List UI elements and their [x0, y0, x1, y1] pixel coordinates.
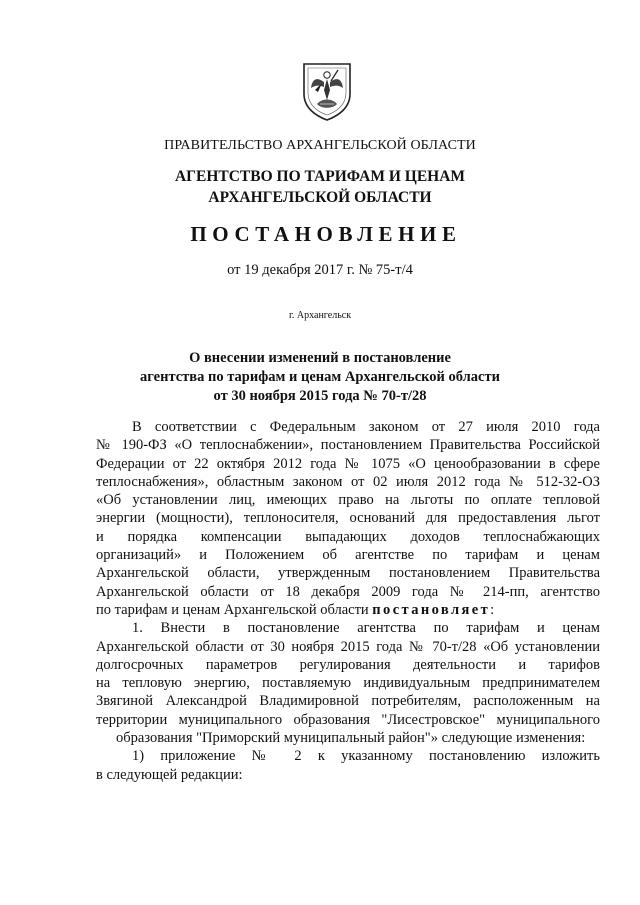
document-date-number: от 19 декабря 2017 г. № 75-т/4: [227, 262, 413, 278]
body-line: и порядка компенсации выпадающих доходов теплоснабжающих: [96, 528, 600, 545]
body-line: Архангельской области, утвержденным постановлением Правительства: [96, 565, 600, 582]
body-text: :: [490, 601, 495, 618]
document-subject: [0, 349, 640, 406]
body-line: Архангельской области от 30 ноября 2015 года № 70-т/28 «Об установлении: [96, 638, 600, 655]
agency-title-line2: АРХАНГЕЛЬСКОЙ ОБЛАСТИ: [208, 189, 432, 206]
body-line: на тепловую энергию, поставляемую индивидуальным предпринимателем: [96, 675, 600, 692]
body-line: 1) приложение № 2 к указанному постановлению изложить: [132, 748, 600, 765]
body-line: 1. Внести в постановление агентства по тарифам и ценам: [132, 620, 600, 637]
resolution-keyword: постановляет: [372, 601, 491, 618]
agency-title-line1: АГЕНТСТВО ПО ТАРИФАМ И ЦЕНАМ: [174, 168, 466, 185]
body-line: Звягиной Александрой Владимировной потребителям, расположенным на: [96, 693, 600, 710]
body-line: Федерации от 22 октября 2012 года № 1075 «О ценообразовании в сфере: [96, 455, 600, 472]
body-line: организаций» и Положением об агентстве по тарифам и ценам: [96, 547, 600, 564]
body-line: теплоснабжения», областным законом от 02 июля 2012 года № 512-32-ОЗ: [96, 473, 600, 490]
body-line: [96, 601, 600, 619]
coat-of-arms-emblem: [300, 60, 354, 122]
subject-line1: О внесении изменений в постановление: [189, 350, 451, 366]
body-line: В соответствии с Федеральным законом от 27 июля 2010 года: [132, 419, 600, 435]
body-line: «Об установлении лиц, имеющих право на льготы по оплате тепловой: [96, 492, 600, 509]
document-body: [96, 418, 600, 784]
body-line: долгосрочных параметров регулирования деятельности и тарифов: [96, 656, 600, 673]
body-line: в следующей редакции:: [96, 766, 243, 783]
subject-line3: от 30 ноября 2015 года № 70-т/28: [213, 388, 427, 404]
body-line: территории муниципального образования "Лисестровское" муниципального: [96, 711, 600, 728]
body-line: № 190-ФЗ «О теплоснабжении», постановлением Правительства Российской: [96, 437, 600, 454]
government-title: ПРАВИТЕЛЬСТВО АРХАНГЕЛЬСКОЙ ОБЛАСТИ: [164, 138, 476, 153]
document-city: г. Архангельск: [288, 310, 352, 321]
body-text: по тарифам и ценам Архангельской области: [96, 601, 369, 618]
body-line: образования "Приморский муниципальный район"» следующие изменения:: [116, 730, 586, 747]
subject-line2: агентства по тарифам и ценам Архангельской области: [140, 369, 500, 385]
body-line: энергии (мощности), теплоносителя, оснований для предоставления льгот: [96, 510, 600, 527]
body-line: Архангельской области от 18 декабря 2009 года № 214-пп, агентство: [96, 583, 600, 600]
document-type: ПОСТАНОВЛЕНИЕ: [190, 222, 462, 246]
agency-title: [0, 166, 640, 208]
